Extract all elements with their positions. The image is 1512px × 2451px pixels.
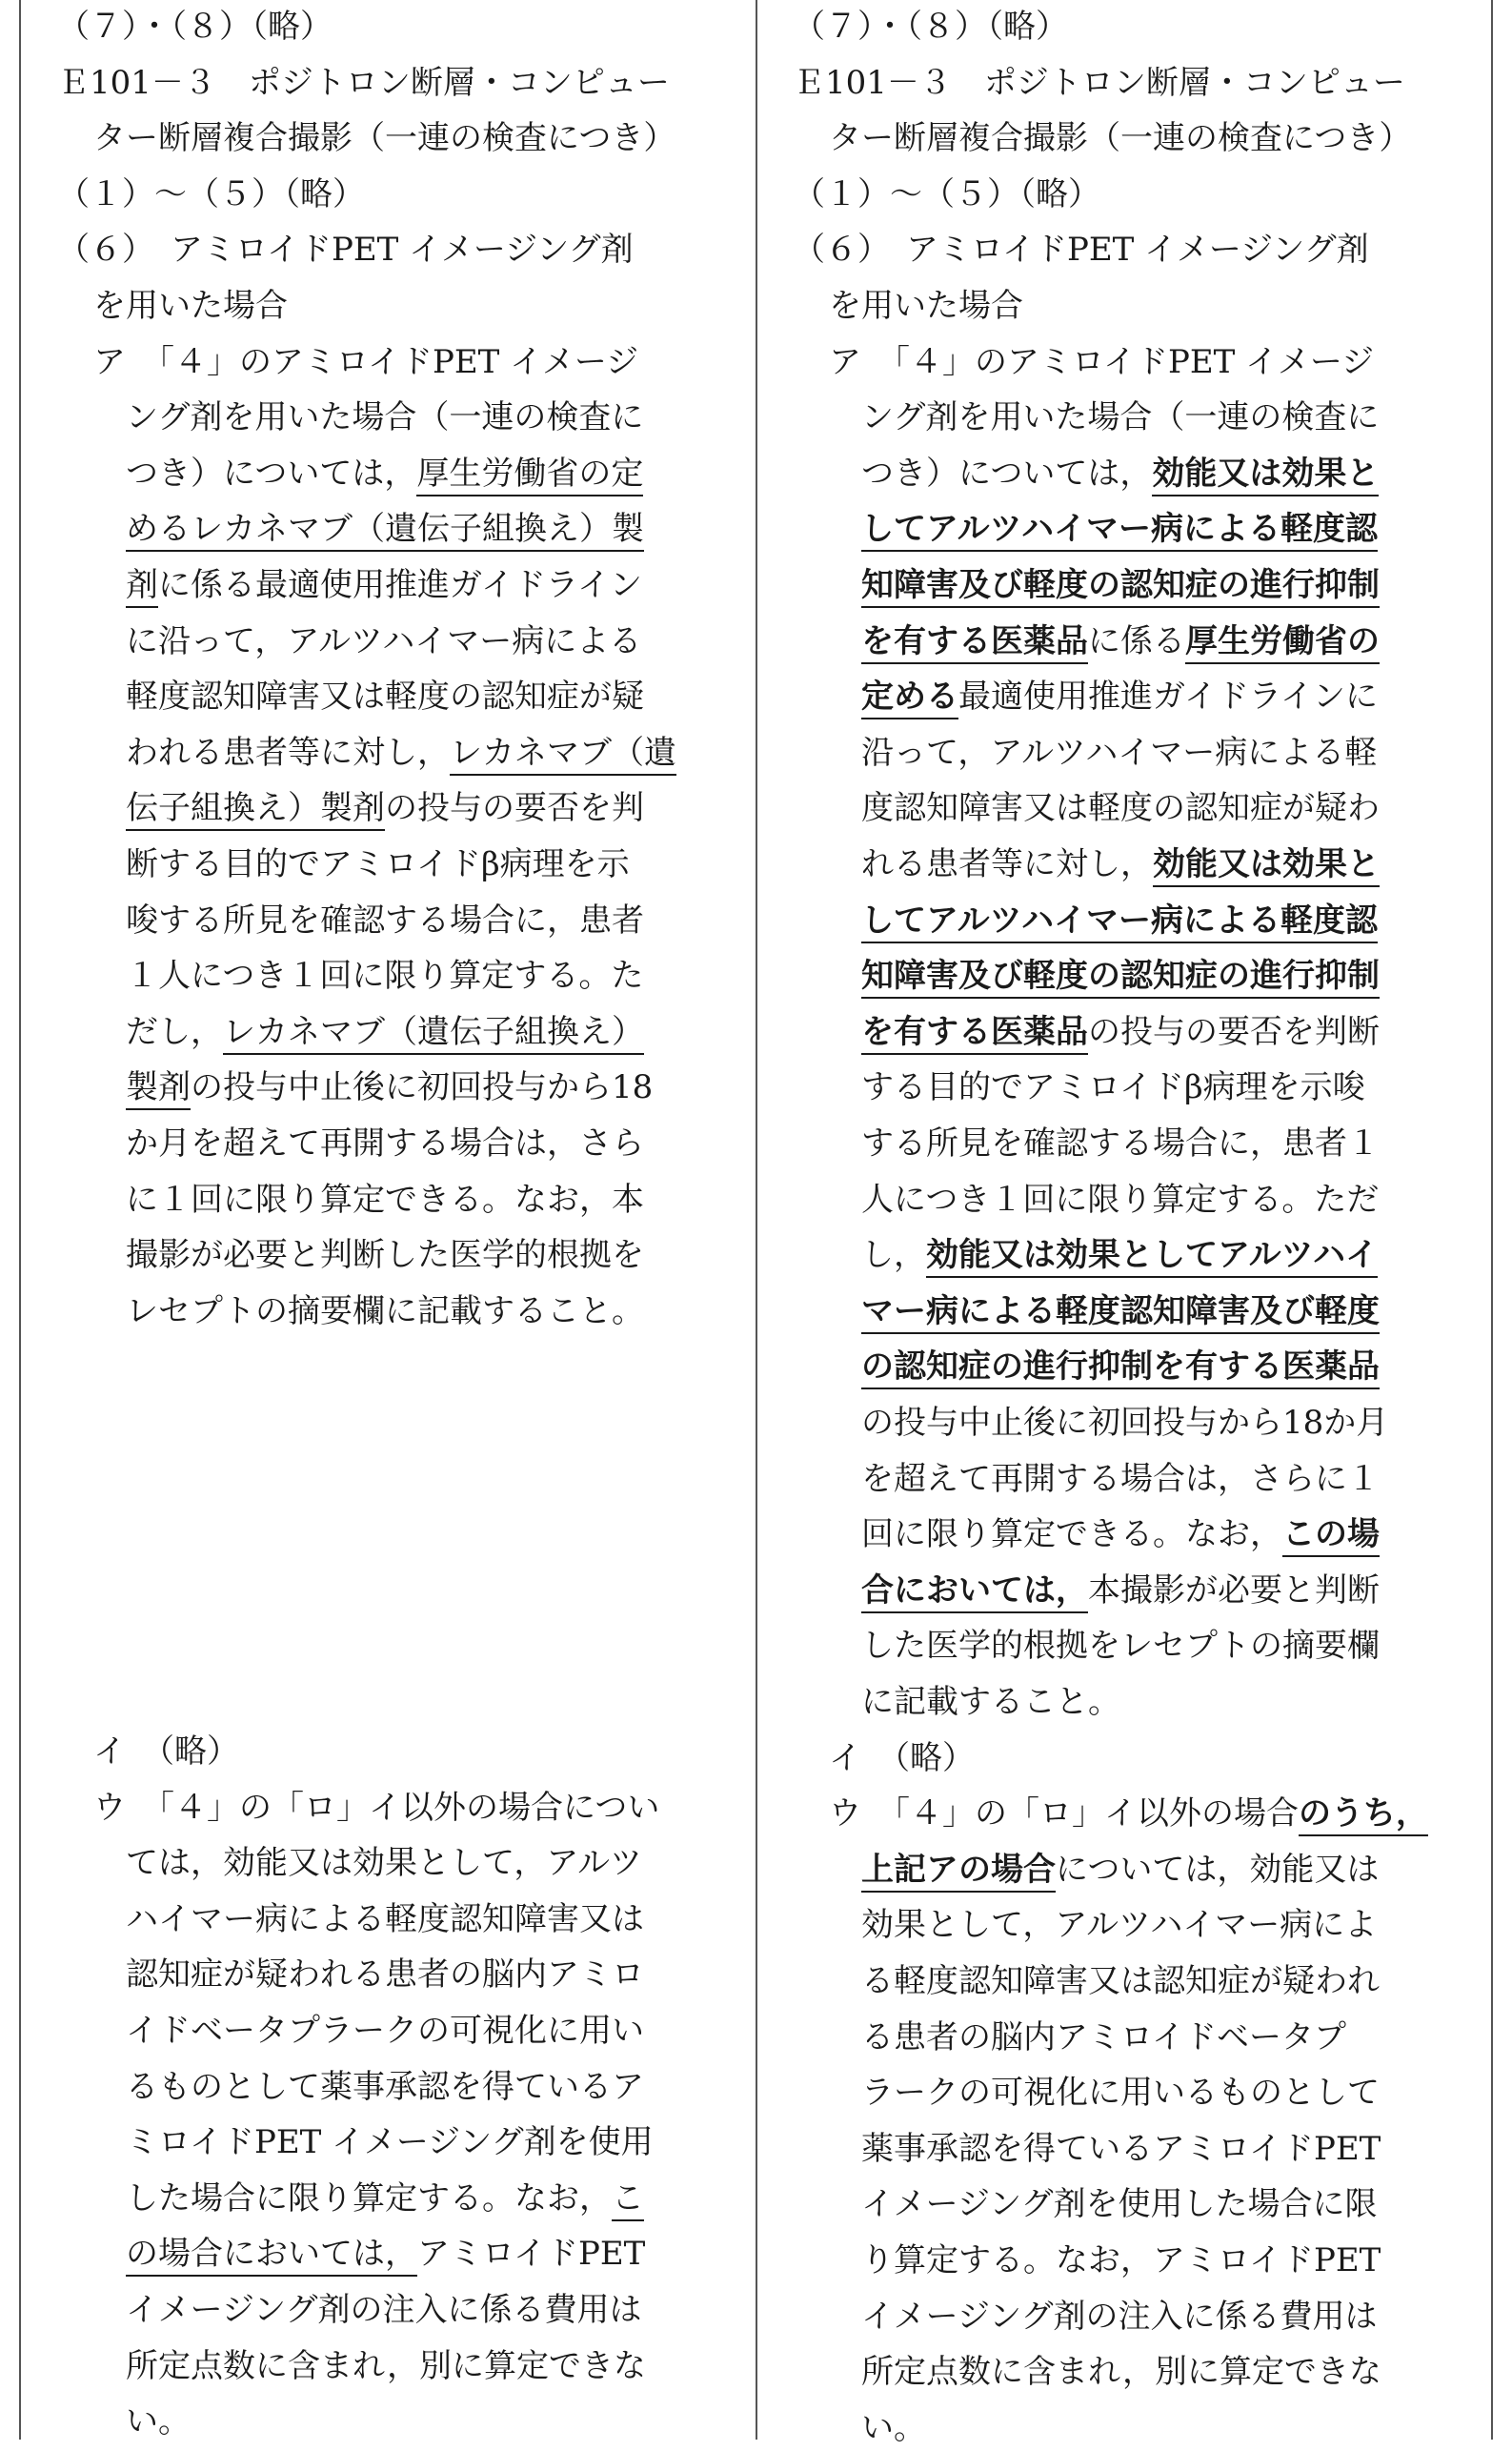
- old-text-line: [126, 2066, 644, 2110]
- text-segment: ング剤を用いた場合（一連の検査に: [126, 398, 644, 436]
- amended-text: 厚生労働省の: [1185, 622, 1380, 664]
- text-segment: ラークの可視化に用いるものとして: [861, 2074, 1380, 2112]
- text-segment: い。: [861, 2409, 926, 2447]
- text-segment: 認知症が疑われる患者の脳内アミロ: [126, 1955, 644, 1994]
- new-text-line: [861, 2128, 1381, 2172]
- old-text-line: [126, 955, 643, 999]
- old-text-line: [126, 843, 630, 887]
- text-segment: を超えて再開する場合は，さらに１: [861, 1460, 1380, 1498]
- text-segment: する所見を確認する場合に，患者１: [861, 1124, 1380, 1163]
- new-text-line: [861, 1458, 1380, 1502]
- old-text-line: [126, 620, 641, 664]
- text-segment: る患者の脳内アミロイドベータプ: [861, 2018, 1346, 2056]
- text-segment: に係る: [1088, 622, 1185, 660]
- text-segment: 度認知障害又は軽度の認知症が疑わ: [861, 789, 1380, 827]
- old-text-line: [57, 6, 333, 50]
- new-text-line: [861, 1513, 1380, 1557]
- text-segment: ング剤を用いた場合（一連の検査に: [861, 398, 1380, 436]
- new-text-line: [829, 1793, 1428, 1836]
- text-segment: 沿って，アルツハイマー病による軽: [861, 734, 1378, 772]
- text-segment: 撮影が必要と判断した医学的根拠を: [126, 1236, 644, 1274]
- old-text-line: [126, 564, 642, 608]
- new-text-line: [861, 1681, 1120, 1725]
- text-segment: の投与中止後に初回投与から18: [191, 1068, 654, 1106]
- text-segment: ミロイドPET イメージング剤を使用: [126, 2123, 654, 2161]
- text-segment: に１回に限り算定できる。なお，本: [126, 1181, 644, 1219]
- column-divider: [756, 0, 757, 2440]
- text-segment: イメージング剤の注入に係る費用は: [861, 2298, 1378, 2336]
- text-segment: １人につき１回に限り算定する。た: [126, 957, 644, 995]
- text-segment: 薬事承認を得ているアミロイドPET: [861, 2130, 1381, 2168]
- text-segment: （６） アミロイドPET イメージング剤: [793, 231, 1369, 269]
- new-text-line: [861, 1179, 1379, 1223]
- text-segment: 所定点数に含まれ，別に算定できな: [126, 2347, 647, 2385]
- text-segment: の投与の要否を判断: [1088, 1013, 1380, 1051]
- old-text-line: [126, 508, 644, 552]
- text-segment: つき）については，: [126, 455, 417, 493]
- text-segment: を用いた場合: [829, 287, 1023, 325]
- text-segment: ター断層複合撮影（一連の検査につき）: [93, 119, 676, 157]
- text-segment: を用いた場合: [93, 287, 288, 325]
- amended-text: こ: [612, 2179, 644, 2221]
- text-segment: イメージング剤を使用した場合に限: [861, 2185, 1378, 2223]
- text-segment: イメージング剤の注入に係る費用は: [126, 2291, 642, 2329]
- new-text-line: [793, 62, 1405, 106]
- text-segment: （１）～（５）（略）: [57, 175, 365, 213]
- new-text-line: [861, 1234, 1378, 1278]
- old-text-line: [57, 229, 634, 273]
- new-text-line: [861, 787, 1380, 831]
- old-text-line: [126, 1842, 642, 1886]
- old-text-line: [57, 62, 670, 106]
- old-text-line: [126, 2345, 646, 2389]
- amended-text: マー病による軽度認知障害及び軽度: [861, 1292, 1380, 1334]
- new-text-line: [793, 173, 1100, 217]
- new-text-line: [861, 843, 1380, 887]
- new-text-line: [861, 1011, 1380, 1055]
- new-text-line: [861, 564, 1380, 608]
- new-text-line: [861, 1346, 1380, 1389]
- text-segment: 効果として，アルツハイマー病によ: [861, 1906, 1378, 1944]
- text-segment: の投与の要否を判: [385, 789, 644, 827]
- amended-text: 上記アの場合: [861, 1851, 1056, 1893]
- old-text-line: [126, 732, 676, 776]
- text-segment: イ （略）: [829, 1739, 975, 1777]
- old-text-line: [93, 1787, 659, 1831]
- old-text-line: [57, 173, 365, 217]
- old-text-line: [126, 1066, 653, 1110]
- old-text-line: [126, 2233, 645, 2277]
- new-text-line: [861, 2016, 1346, 2060]
- new-text-line: [861, 1123, 1380, 1166]
- text-segment: ア 「４」のアミロイドPET イメージ: [93, 343, 639, 381]
- new-text-line: [861, 1904, 1377, 1948]
- text-segment: し，: [861, 1236, 926, 1274]
- amended-text: 剤: [126, 566, 158, 608]
- text-segment: （６） アミロイドPET イメージング剤: [57, 231, 634, 269]
- text-segment: レセプトの摘要欄に記載すること。: [126, 1292, 644, 1330]
- old-text-line: [126, 453, 643, 496]
- text-segment: した医学的根拠をレセプトの摘要欄: [861, 1627, 1380, 1665]
- old-text-line: [126, 2121, 654, 2165]
- amended-text: 効能又は効果としてアルツハイ: [926, 1236, 1378, 1278]
- new-text-line: [861, 620, 1380, 664]
- text-segment: か月を超えて再開する場合は，さら: [126, 1124, 644, 1163]
- text-segment: ては，効能又は効果として，アルツ: [126, 1844, 642, 1882]
- text-segment: Ｅ101－３ ポジトロン断層・コンピュー: [57, 64, 670, 102]
- text-segment: るものとして薬事承認を得ているア: [126, 2068, 644, 2106]
- text-segment: の投与中止後に初回投与から18か月: [861, 1404, 1389, 1442]
- new-text-line: [793, 229, 1369, 273]
- new-text-line: [793, 6, 1068, 50]
- amended-text: を有する医薬品: [861, 1013, 1088, 1055]
- text-segment: に記載すること。: [861, 1683, 1120, 1721]
- text-segment: イ （略）: [93, 1732, 239, 1771]
- text-segment: に沿って，アルツハイマー病による: [126, 622, 642, 660]
- text-segment: ア 「４」のアミロイドPET イメージ: [829, 343, 1375, 381]
- new-text-line: [861, 2296, 1377, 2340]
- new-text-line: [861, 732, 1377, 776]
- amended-text: 製剤: [126, 1068, 191, 1110]
- new-text-line: [861, 1402, 1388, 1446]
- amended-text: の場合においては，: [126, 2235, 417, 2277]
- new-text-line: [861, 1849, 1379, 1893]
- text-segment: ウ 「４」の「ロ」イ以外の場合につい: [93, 1789, 660, 1827]
- amended-text: を有する医薬品: [861, 622, 1088, 664]
- left-border: [19, 0, 21, 2440]
- text-segment: した場合に限り算定する。なお，: [126, 2179, 612, 2218]
- text-segment: ハイマー病による軽度認知障害又は: [126, 1900, 644, 1938]
- text-segment: だし，: [126, 1013, 223, 1051]
- text-segment: 軽度認知障害又は軽度の認知症が疑: [126, 678, 644, 716]
- text-segment: 本撮影が必要と判断: [1088, 1571, 1380, 1610]
- text-segment: については，効能又は: [1056, 1851, 1380, 1889]
- new-text-line: [861, 955, 1380, 999]
- amended-text: してアルツハイマー病による軽度認: [861, 901, 1378, 943]
- amended-text: のうち，: [1299, 1794, 1428, 1836]
- new-text-line: [861, 2072, 1380, 2116]
- new-text-line: [861, 1290, 1380, 1334]
- old-text-line: [126, 1898, 644, 1942]
- new-text-line: [861, 676, 1378, 719]
- new-text-line: [829, 285, 1023, 329]
- old-text-line: [93, 1731, 239, 1774]
- new-text-line: [861, 396, 1379, 440]
- new-text-line: [861, 1066, 1365, 1110]
- text-segment: い。: [126, 2402, 191, 2441]
- new-text-line: [861, 2183, 1377, 2227]
- text-segment: ター断層複合撮影（一連の検査につき）: [829, 119, 1412, 157]
- text-segment: 人につき１回に限り算定する。ただ: [861, 1181, 1380, 1219]
- text-segment: Ｅ101－３ ポジトロン断層・コンピュー: [793, 64, 1405, 102]
- new-text-line: [829, 1737, 975, 1781]
- right-border: [1491, 0, 1493, 2440]
- amended-text: 知障害及び軽度の認知症の進行抑制: [861, 957, 1380, 999]
- text-segment: 回に限り算定できる。なお，: [861, 1515, 1282, 1553]
- new-text-line: [861, 2239, 1381, 2283]
- old-text-line: [126, 1011, 644, 1055]
- old-text-line: [126, 1290, 644, 1334]
- old-text-line: [126, 2289, 641, 2333]
- old-text-line: [93, 117, 675, 161]
- new-text-line: [861, 508, 1378, 552]
- amended-text: 合においては，: [861, 1571, 1088, 1613]
- new-text-line: [861, 2351, 1381, 2395]
- old-text-line: [126, 676, 644, 719]
- old-text-line: [93, 341, 638, 385]
- text-segment: する目的でアミロイドβ病理を示唆: [861, 1068, 1365, 1106]
- amended-text: 効能又は効果と: [1153, 845, 1380, 887]
- text-segment: 所定点数に含まれ，別に算定できな: [861, 2353, 1382, 2391]
- amended-text: レカネマブ（遺伝子組換え）: [223, 1013, 644, 1055]
- amended-text: 厚生労働省の定: [416, 455, 643, 496]
- old-text-line: [126, 1179, 644, 1223]
- amended-text: 伝子組換え）製剤: [126, 789, 385, 831]
- old-text-line: [126, 787, 644, 831]
- new-text-line: [829, 117, 1411, 161]
- text-segment: 最適使用推進ガイドラインに: [958, 678, 1378, 716]
- old-text-line: [126, 2400, 191, 2444]
- text-segment: に係る最適使用推進ガイドライン: [158, 566, 642, 604]
- new-text-line: [861, 1960, 1380, 2004]
- amended-text: めるレカネマブ（遺伝子組換え）製: [126, 510, 644, 552]
- text-segment: イドベータプラークの可視化に用い: [126, 2012, 644, 2050]
- text-segment: （７）・（８）（略）: [793, 8, 1068, 46]
- old-text-line: [126, 2178, 644, 2221]
- old-text-line: [126, 900, 644, 943]
- text-segment: 唆する所見を確認する場合に，患者: [126, 901, 644, 940]
- old-text-line: [126, 2010, 644, 2054]
- text-segment: われる患者等に対し，: [126, 734, 450, 772]
- new-text-line: [829, 341, 1374, 385]
- old-text-line: [93, 285, 288, 329]
- amended-text: の認知症の進行抑制を有する医薬品: [861, 1347, 1380, 1389]
- old-text-line: [126, 396, 643, 440]
- text-segment: 断する目的でアミロイドβ病理を示: [126, 845, 630, 883]
- amended-text: 効能又は効果と: [1152, 455, 1379, 496]
- new-text-line: [861, 1570, 1380, 1613]
- old-text-line: [126, 1123, 644, 1166]
- new-text-line: [861, 2407, 926, 2451]
- old-text-line: [126, 1234, 644, 1278]
- new-text-line: [861, 1625, 1380, 1669]
- new-text-line: [861, 900, 1378, 943]
- amended-text: 定める: [861, 678, 958, 719]
- text-segment: れる患者等に対し，: [861, 845, 1153, 883]
- text-segment: つき）については，: [861, 455, 1153, 493]
- amended-text: 知障害及び軽度の認知症の進行抑制: [861, 566, 1380, 608]
- text-segment: アミロイドPET: [417, 2235, 646, 2273]
- text-segment: ウ 「４」の「ロ」イ以外の場合: [829, 1794, 1299, 1833]
- old-text-line: [126, 1954, 644, 1997]
- amended-text: この場: [1282, 1515, 1380, 1557]
- amended-text: してアルツハイマー病による軽度認: [861, 510, 1378, 552]
- text-segment: り算定する。なお，アミロイドPET: [861, 2241, 1381, 2279]
- text-segment: る軽度認知障害又は認知症が疑われ: [861, 1962, 1380, 2000]
- new-text-line: [861, 453, 1379, 496]
- text-segment: （７）・（８）（略）: [57, 8, 333, 46]
- amended-text: レカネマブ（遺: [450, 734, 676, 776]
- text-segment: （１）～（５）（略）: [793, 175, 1100, 213]
